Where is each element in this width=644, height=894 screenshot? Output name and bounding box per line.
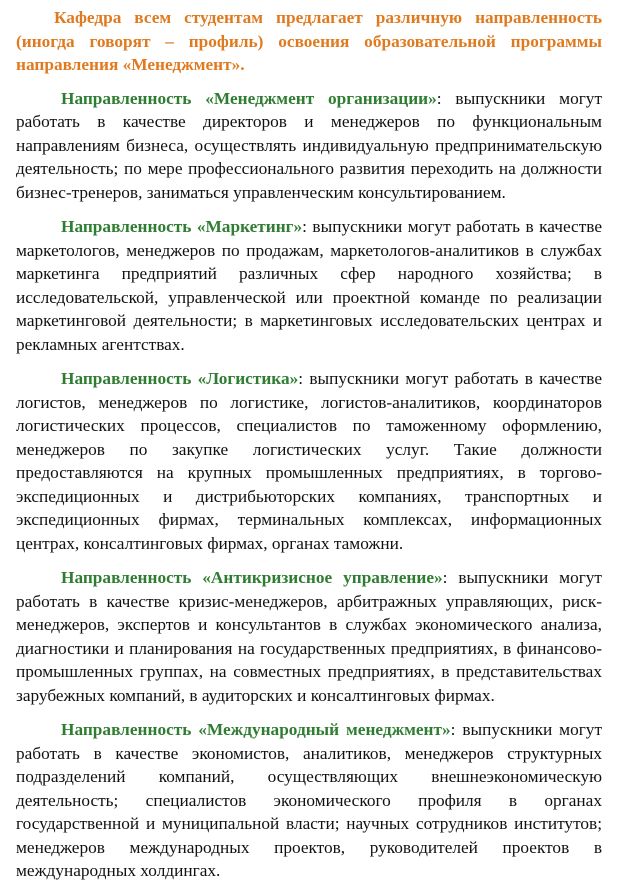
section-heading: Направленность «Логистика» [61, 369, 299, 388]
section-text: : выпускники могут работать в качестве директоров и менеджеров по функциональным направлениям бизнеса, осуществлять индивидуальную предпринимательскую деятельность; по мере профессионального развития переходить на должности бизнес-тренеров, заниматься управленческим консультированием. [16, 88, 602, 202]
section-heading: Направленность «Менеджмент организации» [61, 88, 437, 108]
document-page [16, 6, 602, 894]
section-international-management [16, 718, 602, 883]
section-text: : выпускники могут работать в качестве логистов, менеджеров по логистике, логистов-аналитиков, координаторов логистических процессов, специалистов по таможенному оформлению, менеджеров по закупке логистических услуг. Такие должности предоставляются на крупных промышленных предприятиях, в торгово-экспедиционных и дистрибьюторских компаниях, транспортных и экспедиционных фирмах, терминальных комплексах, информационных центрах, консалтинговых фирмах, органах таможни. [16, 369, 602, 553]
section-management-organization [16, 87, 602, 205]
section-text: : выпускники могут работать в качестве кризис-менеджеров, арбитражных управляющих, риск-менеджеров, экспертов и консультантов в службах экономического анализа, диагностики и планирования на государственных предприятиях, в финансово-промышленных группах, на совместных предприятиях, в представительствах зарубежных компаний, в аудиторских и консалтинговых фирмах. [16, 568, 602, 705]
section-logistics [16, 367, 602, 555]
section-heading: Направленность «Маркетинг» [61, 217, 303, 236]
intro-paragraph: Кафедра всем студентам предлагает различную направленность (иногда говорят – профиль) освоения образовательной программы направления «Менеджмент». [16, 8, 602, 74]
section-crisis-management [16, 566, 602, 707]
section-text: : выпускники могут работать в качестве маркетологов, менеджеров по продажам, маркетологов-аналитиков в службах маркетинга предприятий различных сфер народного хозяйства; в исследовательской, управленческой или проектной команде по реализации маркетинговой деятельности; в маркетинговых исследовательских центрах и рекламных агентствах. [16, 217, 603, 354]
section-text: : выпускники могут работать в качестве экономистов, аналитиков, менеджеров структурных подразделений компаний, осуществляющих внешнеэкономическую деятельность; специалистов экономического профиля в органах государственной и муниципальной власти; научных сотрудников институтов; менеджеров международных проектов, руководителей проектов в международных холдингах. [16, 720, 602, 880]
section-marketing [16, 215, 602, 356]
section-heading: Направленность «Антикризисное управление» [61, 568, 443, 587]
section-heading: Направленность «Международный менеджмент» [61, 720, 451, 739]
